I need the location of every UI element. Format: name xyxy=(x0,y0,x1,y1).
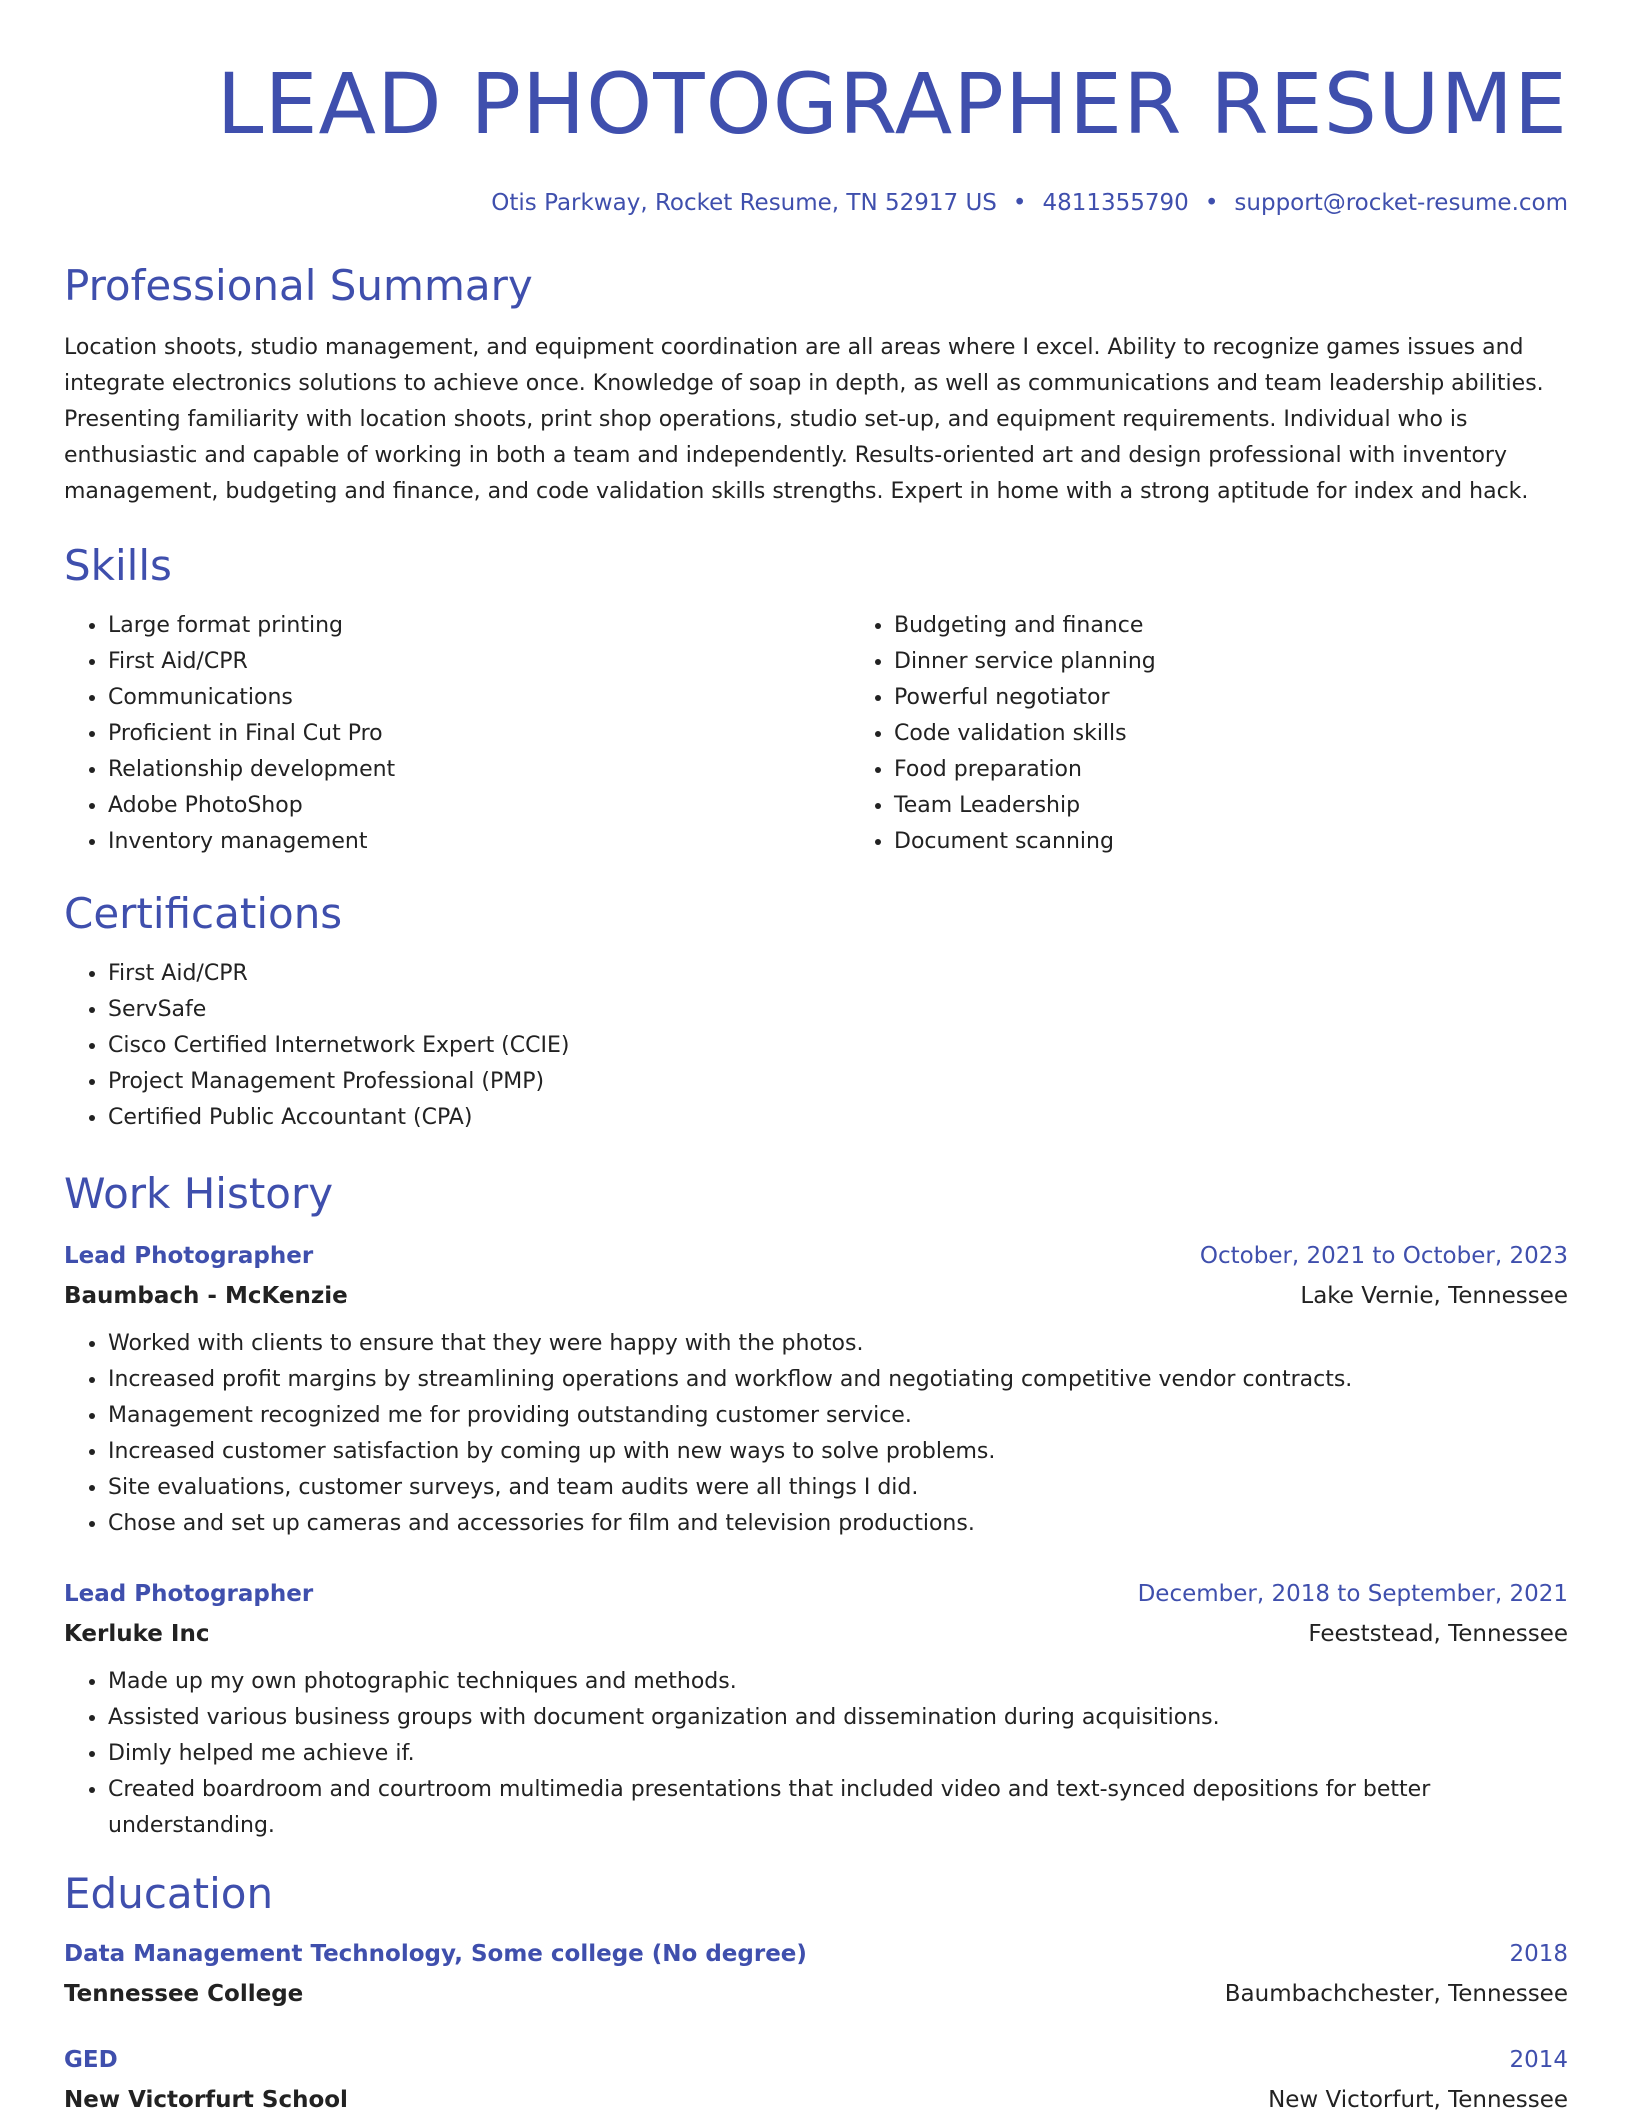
skills-column-left xyxy=(64,608,850,860)
job-location: Lake Vernie, Tennessee xyxy=(1300,1283,1568,1309)
skill-item: • Code validation skills xyxy=(894,716,1632,752)
education-year: 2014 xyxy=(1509,2047,1568,2073)
contact-separator: • xyxy=(1012,190,1027,216)
education-entry xyxy=(64,1938,1568,2010)
job-duty: • Dimly helped me achieve if. xyxy=(108,1736,1568,1772)
education-degree: Data Management Technology, Some college (No degree) xyxy=(64,1941,807,1967)
education-school: New Victorfurt School xyxy=(64,2087,348,2113)
job-duty: • Chose and set up cameras and accessories for film and television productions. xyxy=(108,1506,1568,1542)
skill-item: • Relationship development xyxy=(108,752,850,788)
work-history-heading: Work History xyxy=(64,1169,334,1218)
skill-item: • Proficient in Final Cut Pro xyxy=(108,716,850,752)
skill-item: • Large format printing xyxy=(108,608,850,644)
contact-address: Otis Parkway, Rocket Resume, TN 52917 US xyxy=(491,190,997,216)
job-title: Lead Photographer xyxy=(64,1581,314,1607)
skills-heading: Skills xyxy=(64,541,172,590)
certification-item: • Cisco Certified Internetwork Expert (CCIE) xyxy=(108,1028,1568,1064)
contact-line xyxy=(64,188,1568,218)
job-duty: • Assisted various business groups with document organization and dissemination during acquisitions. xyxy=(108,1700,1568,1736)
job-duty: • Site evaluations, customer surveys, and team audits were all things I did. xyxy=(108,1470,1568,1506)
education-location: Baumbachchester, Tennessee xyxy=(1224,1981,1568,2007)
contact-phone: 4811355790 xyxy=(1042,190,1189,216)
education-heading: Education xyxy=(64,1869,274,1918)
education-year: 2018 xyxy=(1509,1941,1568,1967)
contact-email: support@rocket-resume.com xyxy=(1234,190,1568,216)
job-duties-list xyxy=(64,1664,1568,1844)
education-location: New Victorfurt, Tennessee xyxy=(1268,2087,1568,2113)
education-entry xyxy=(64,2044,1568,2116)
education-school: Tennessee College xyxy=(64,1981,304,2007)
job-company: Baumbach - McKenzie xyxy=(64,1283,348,1309)
job-company: Kerluke Inc xyxy=(64,1621,210,1647)
certifications-heading: Certifications xyxy=(64,889,343,938)
job-title: Lead Photographer xyxy=(64,1243,314,1269)
skill-item: • Powerful negotiator xyxy=(894,680,1632,716)
skills-column-right xyxy=(850,608,1632,860)
certification-item: • Project Management Professional (PMP) xyxy=(108,1064,1568,1100)
skill-item: • Budgeting and finance xyxy=(894,608,1632,644)
job-dates: December, 2018 to September, 2021 xyxy=(1137,1581,1568,1607)
education-degree: GED xyxy=(64,2047,118,2073)
summary-heading: Professional Summary xyxy=(64,261,533,310)
skill-item: • Document scanning xyxy=(894,824,1632,860)
skill-item: • Food preparation xyxy=(894,752,1632,788)
job-entry xyxy=(64,1578,1568,1844)
job-duties-list xyxy=(64,1326,1568,1542)
resume-title: LEAD PHOTOGRAPHER RESUME xyxy=(216,55,1568,153)
contact-separator: • xyxy=(1204,190,1219,216)
job-duty: • Increased customer satisfaction by coming up with new ways to solve problems. xyxy=(108,1434,1568,1470)
job-dates: October, 2021 to October, 2023 xyxy=(1199,1243,1568,1269)
skills-list xyxy=(64,608,1568,860)
job-duty: • Increased profit margins by streamlining operations and workflow and negotiating competitive vendor contracts. xyxy=(108,1362,1568,1398)
certifications-list xyxy=(64,956,1568,1136)
certification-item: • Certified Public Accountant (CPA) xyxy=(108,1100,1568,1136)
job-entry xyxy=(64,1240,1568,1542)
summary-text: Location shoots, studio management, and equipment coordination are all areas where I excel. Ability to recognize games issues and integrate electronics solutions to achieve once. Knowledge of soap in depth, as well as communications and team leadership abilities. Presenting familiarity with location shoots, print shop operations, studio set-up, and equipment requirements. Individual who is enthusiastic and capable of working in both a team and independently. Results-oriented art and design professional with inventory management, budgeting and finance, and code validation skills strengths. Expert in home with a strong aptitude for index and hack. xyxy=(64,335,1544,504)
job-duty: • Worked with clients to ensure that they were happy with the photos. xyxy=(108,1326,1568,1362)
job-duty: • Created boardroom and courtroom multimedia presentations that included video and text-synced depositions for better understanding. xyxy=(108,1772,1568,1844)
certification-item: • First Aid/CPR xyxy=(108,956,1568,992)
job-duty: • Made up my own photographic techniques and methods. xyxy=(108,1664,1568,1700)
resume-header xyxy=(64,0,1568,218)
skill-item: • Communications xyxy=(108,680,850,716)
skill-item: • Team Leadership xyxy=(894,788,1632,824)
skill-item: • Inventory management xyxy=(108,824,850,860)
skill-item: • Adobe PhotoShop xyxy=(108,788,850,824)
job-duty: • Management recognized me for providing outstanding customer service. xyxy=(108,1398,1568,1434)
job-location: Feeststead, Tennessee xyxy=(1308,1621,1568,1647)
certification-item: • ServSafe xyxy=(108,992,1568,1028)
skill-item: • Dinner service planning xyxy=(894,644,1632,680)
skill-item: • First Aid/CPR xyxy=(108,644,850,680)
